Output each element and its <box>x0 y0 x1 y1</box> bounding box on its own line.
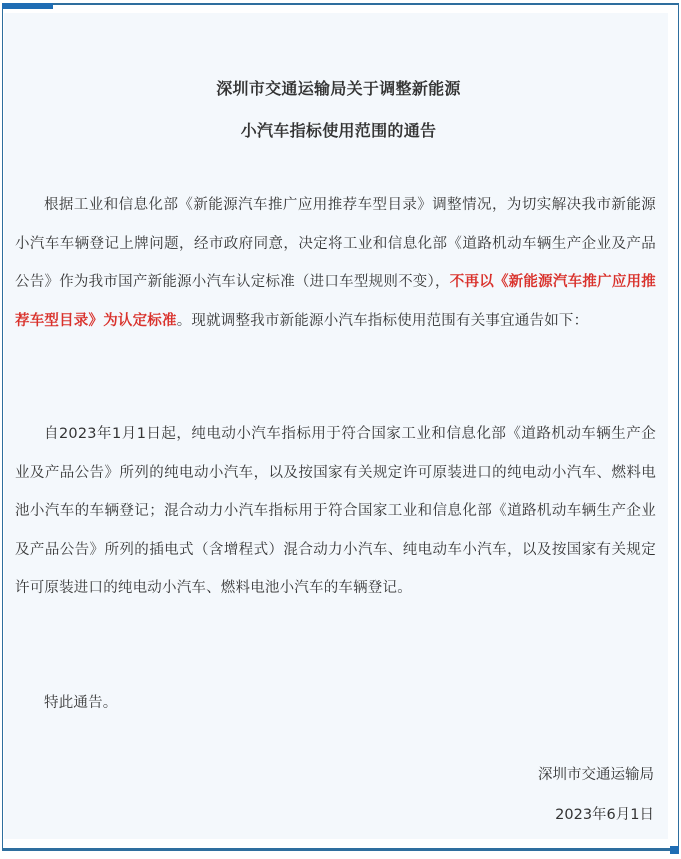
intro-text-part1: 根据工业和信息化部《新能源汽车推广应用推荐车型目录》调整情况，为切实解决我市新能源小汽车车辆登记上牌问题，经市政府同意，决定将工业和信息化部《道路机动车辆生产企业及产品公告》作为我市国产新能源小汽车认定标准（进口车型规则不变）， <box>15 197 656 290</box>
notice-paragraph-intro <box>15 186 656 340</box>
notice-paragraph-rules: 自2023年1月1日起，纯电动小汽车指标用于符合国家工业和信息化部《道路机动车辆生产企业及产品公告》所列的纯电动小汽车，以及按国家有关规定许可原装进口的纯电动小汽车、燃料电池小汽车的车辆登记；混合动力小汽车指标用于符合国家工业和信息化部《道路机动车辆生产企业及产品公告》所列的插电式（含增程式）混合动力小汽车、纯电动车小汽车，以及按国家有关规定许可原装进口的纯电动小汽车、燃料电池小汽车的车辆登记。 <box>15 426 656 596</box>
intro-text-part2: 。现就调整我市新能源小汽车指标使用范围有关事宜通告如下： <box>176 312 589 329</box>
notice-paragraph-closing: 特此通告。 <box>44 695 118 711</box>
signature-date: 2023年6月1日 <box>555 807 654 823</box>
top-accent-tab <box>2 3 53 9</box>
intro-highlight-text: 不再以《新能源汽车推广应用推荐车型目录》为认定标准 <box>15 274 656 329</box>
notice-title-line1: 深圳市交通运输局关于调整新能源 <box>216 79 461 98</box>
notice-title-line2: 小汽车指标使用范围的通告 <box>240 121 437 140</box>
signature-issuer: 深圳市交通运输局 <box>538 767 654 783</box>
bottom-corner-accent <box>670 846 679 854</box>
